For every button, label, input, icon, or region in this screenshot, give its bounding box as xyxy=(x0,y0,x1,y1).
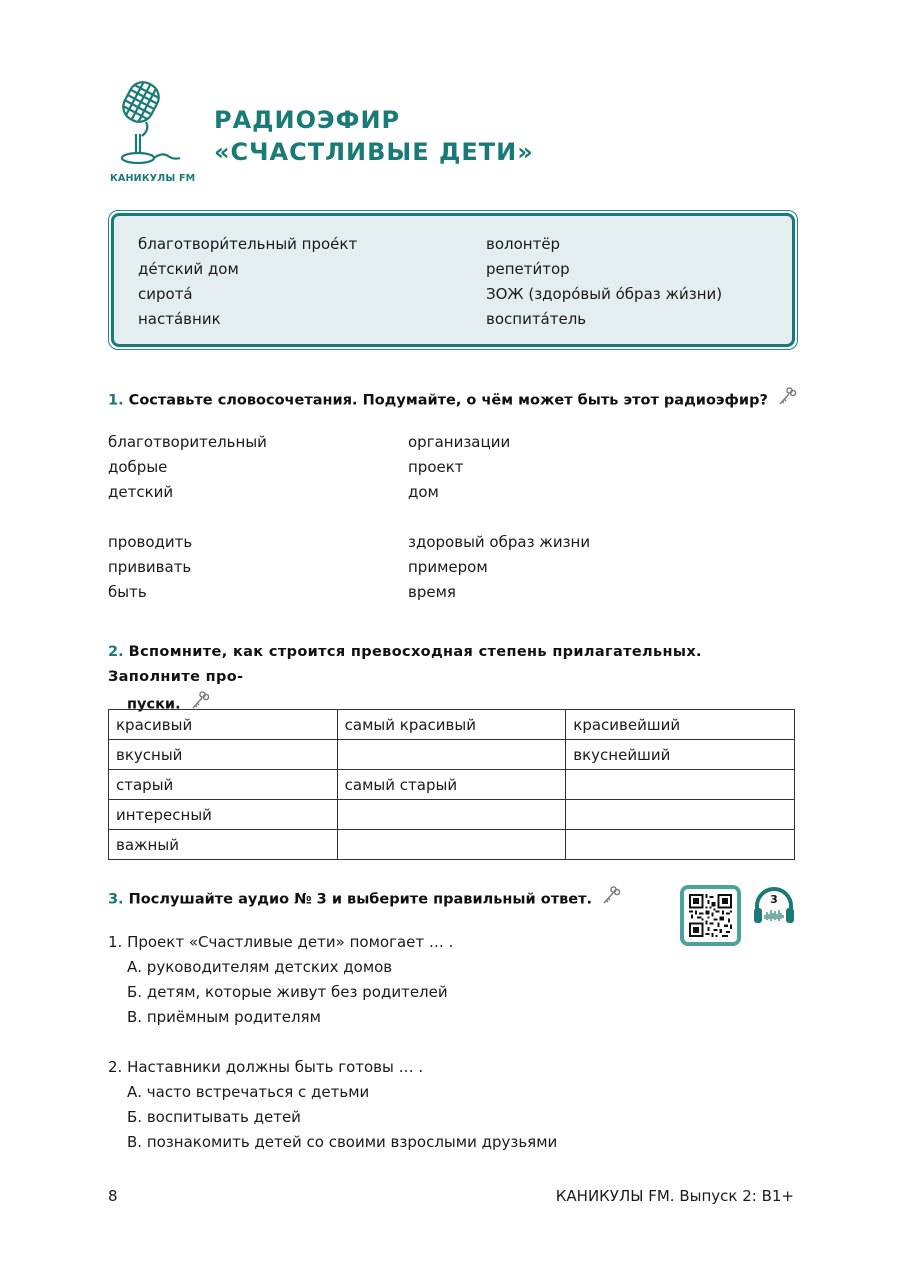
table-cell: старый xyxy=(109,770,338,800)
qr-code-icon xyxy=(689,894,732,937)
page-title xyxy=(214,104,534,168)
word: время xyxy=(408,583,456,601)
table-cell-blank[interactable] xyxy=(337,830,566,860)
question-stem: 2. Наставники должны быть готовы … . xyxy=(108,1058,424,1076)
table-cell-blank[interactable] xyxy=(566,830,795,860)
word: примером xyxy=(408,558,488,576)
key-icon[interactable] xyxy=(601,885,621,914)
microphone-icon xyxy=(108,78,188,170)
vocab-item: сирота́ xyxy=(138,285,193,303)
table-cell-blank[interactable] xyxy=(337,740,566,770)
exercise-1-left-words-group-2 xyxy=(108,530,192,605)
exercise-number: 2. xyxy=(108,644,124,660)
word: дом xyxy=(408,483,439,501)
table-cell-blank[interactable] xyxy=(337,800,566,830)
answer-option[interactable]: А. руководителям детских домов xyxy=(127,958,393,976)
answer-option[interactable]: Б. воспитывать детей xyxy=(127,1108,301,1126)
exercise-number: 3. xyxy=(108,891,124,908)
word: благотворительный xyxy=(108,433,267,451)
word: организации xyxy=(408,433,511,451)
publication-info: КАНИКУЛЫ FM. Выпуск 2: B1+ xyxy=(555,1187,794,1205)
word: детский xyxy=(108,483,174,501)
audio-track-number: 3 xyxy=(770,893,778,906)
exercise-2-heading xyxy=(108,640,798,719)
exercise-instruction: Вспомните, как строится превосходная степень прилагательных. Заполните про- xyxy=(108,644,702,685)
qr-code[interactable] xyxy=(680,885,741,946)
vocab-item: волонтёр xyxy=(486,235,561,253)
logo-label: КАНИКУЛЫ FM xyxy=(110,173,196,184)
table-row xyxy=(109,800,795,830)
table-cell-blank[interactable] xyxy=(566,800,795,830)
vocab-item: воспита́тель xyxy=(486,310,587,328)
table-cell: красивейший xyxy=(566,710,795,740)
answer-option[interactable]: В. познакомить детей со своими взрослыми друзьями xyxy=(127,1133,558,1151)
key-icon[interactable] xyxy=(777,386,797,415)
word: здоровый образ жизни xyxy=(408,533,591,551)
table-cell: интересный xyxy=(109,800,338,830)
audio-track-button[interactable] xyxy=(752,886,796,926)
vocabulary-left-column xyxy=(138,232,357,332)
headphones-icon xyxy=(752,886,796,926)
table-cell: самый красивый xyxy=(337,710,566,740)
table-cell: красивый xyxy=(109,710,338,740)
table-row xyxy=(109,770,795,800)
table-row xyxy=(109,710,795,740)
answer-option[interactable]: В. приёмным родителям xyxy=(127,1008,321,1026)
title-line-1: РАДИОЭФИР xyxy=(214,106,401,134)
word: проводить xyxy=(108,533,193,551)
table-cell-blank[interactable] xyxy=(566,770,795,800)
exercise-1-right-words-group-1 xyxy=(408,430,510,505)
title-line-2: «СЧАСТЛИВЫЕ ДЕТИ» xyxy=(214,138,534,166)
vocab-item: ЗОЖ (здоро́вый о́браз жи́зни) xyxy=(486,285,723,303)
exercise-instruction-cont: пуски. xyxy=(127,696,181,713)
vocabulary-right-column xyxy=(486,232,722,332)
table-cell: самый старый xyxy=(337,770,566,800)
table-cell: вкусный xyxy=(109,740,338,770)
question-2 xyxy=(108,1055,557,1155)
exercise-1-left-words-group-1 xyxy=(108,430,267,505)
exercise-1-heading xyxy=(108,386,797,415)
table-cell: важный xyxy=(109,830,338,860)
question-stem: 1. Проект «Счастливые дети» помогает … . xyxy=(108,933,454,951)
answer-option[interactable]: А. часто встречаться с детьми xyxy=(127,1083,370,1101)
word: проект xyxy=(408,458,464,476)
superlative-table xyxy=(108,709,795,860)
word: добрые xyxy=(108,458,168,476)
exercise-number: 1. xyxy=(108,392,124,409)
vocab-item: репети́тор xyxy=(486,260,570,278)
vocab-item: наста́вник xyxy=(138,310,221,328)
vocab-item: де́тский дом xyxy=(138,260,239,278)
question-1 xyxy=(108,930,453,1030)
table-row xyxy=(109,830,795,860)
exercise-1-right-words-group-2 xyxy=(408,530,590,605)
table-cell: вкуснейший xyxy=(566,740,795,770)
exercise-instruction: Составьте словосочетания. Подумайте, о чём может быть этот радиоэфир? xyxy=(128,392,768,409)
exercise-instruction: Послушайте аудио № 3 и выберите правильный ответ. xyxy=(128,891,593,908)
vocab-item: благотвори́тельный прое́кт xyxy=(138,235,358,253)
word: быть xyxy=(108,583,147,601)
word: прививать xyxy=(108,558,192,576)
table-row xyxy=(109,740,795,770)
page-number: 8 xyxy=(108,1187,118,1205)
kanikuly-fm-logo xyxy=(108,78,196,188)
vocabulary-box xyxy=(108,210,798,350)
answer-option[interactable]: Б. детям, которые живут без родителей xyxy=(127,983,448,1001)
exercise-3-heading xyxy=(108,885,621,914)
